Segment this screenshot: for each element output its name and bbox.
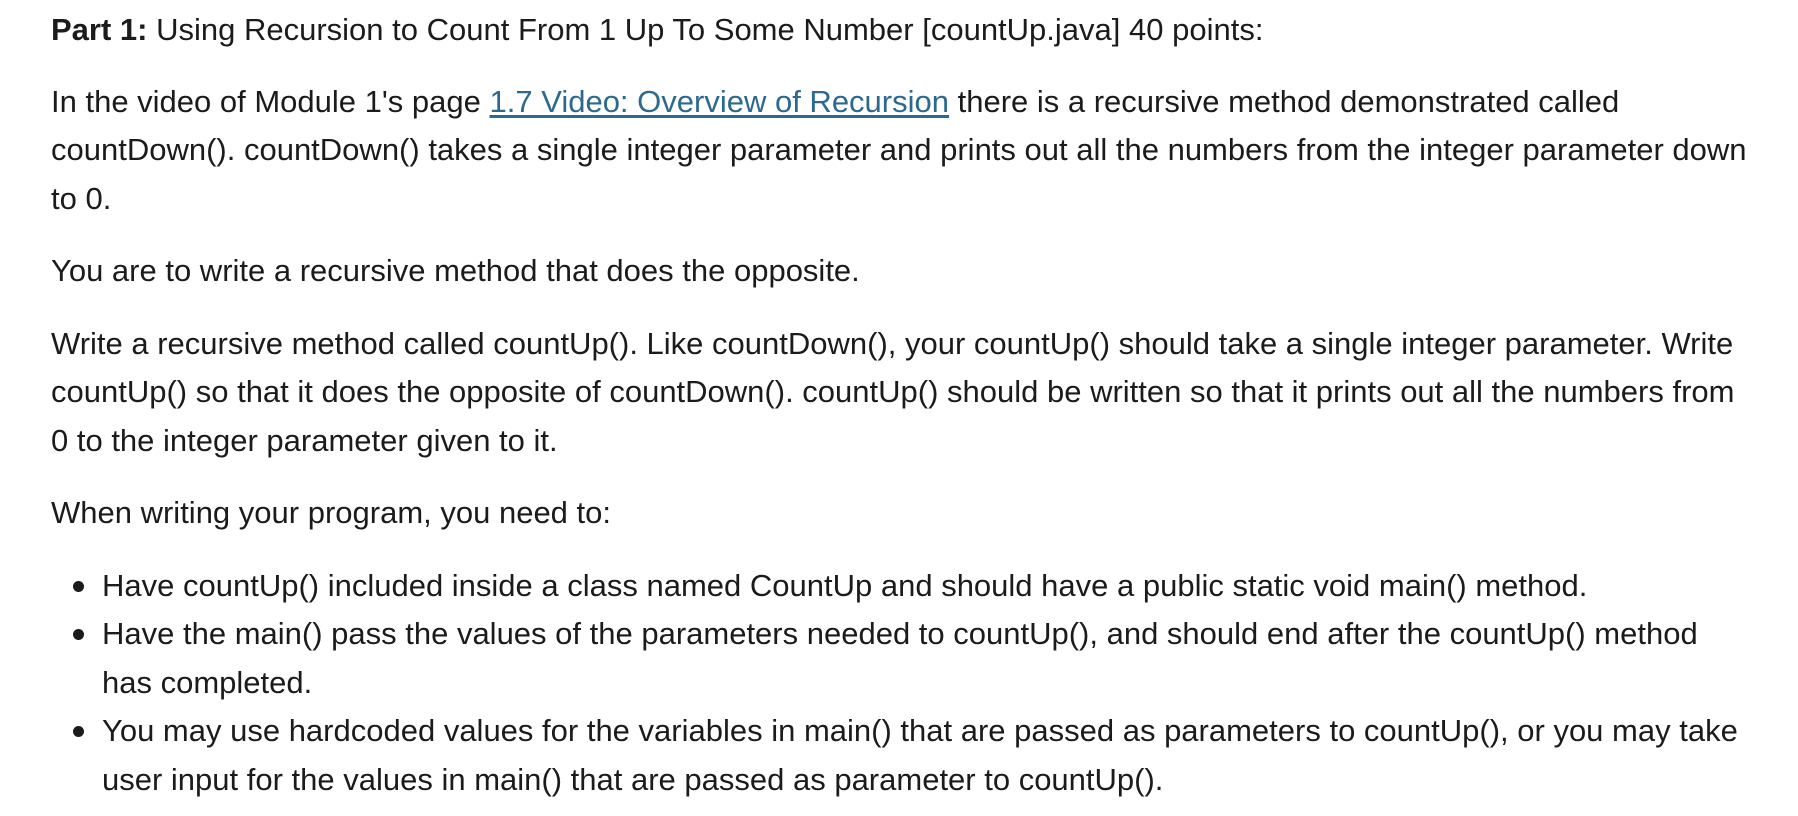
- bullet-icon: [73, 629, 84, 640]
- requirements-list: [51, 562, 1747, 805]
- part-heading: [51, 6, 1747, 55]
- bullet-icon: [73, 726, 84, 737]
- list-item-text: You may use hardcoded values for the variables in main() that are passed as parameters to countUp(), or you may take user input for the values in main() that are passed as parameter to countUp().: [102, 713, 1738, 797]
- module-video-link[interactable]: 1.7 Video: Overview of Recursion: [489, 83, 949, 119]
- list-item-text: Have countUp() included inside a class named CountUp and should have a public static void main() method.: [102, 567, 1588, 603]
- requirements-intro: When writing your program, you need to:: [51, 495, 611, 530]
- intro-text-before: In the video of Module 1's page: [51, 83, 490, 119]
- instructions-paragraph: Write a recursive method called countUp(). Like countDown(), your countUp() should take a single integer parameter. Write countUp() so that it does the opposite of countDown(). countUp() should be written so that it prints out all the numbers from 0 to the integer parameter given to it.: [51, 325, 1735, 458]
- task-paragraph: You are to write a recursive method that does the opposite.: [51, 253, 860, 288]
- part-label: Part 1:: [51, 12, 148, 47]
- intro-text-after: there is a recursive method demonstrated called countDown(). countDown() takes a single integer parameter and prints out all the numbers from the integer parameter down to 0.: [51, 83, 1747, 216]
- list-item: [102, 707, 1747, 804]
- list-item: [102, 562, 1747, 611]
- list-item-text: Have the main() pass the values of the parameters needed to countUp(), and should end after the countUp() method has completed.: [102, 616, 1698, 700]
- bullet-icon: [73, 581, 84, 592]
- part-title: Using Recursion to Count From 1 Up To Some Number [countUp.java] 40 points:: [147, 12, 1264, 47]
- intro-paragraph: [51, 78, 1747, 224]
- list-item: [102, 610, 1747, 707]
